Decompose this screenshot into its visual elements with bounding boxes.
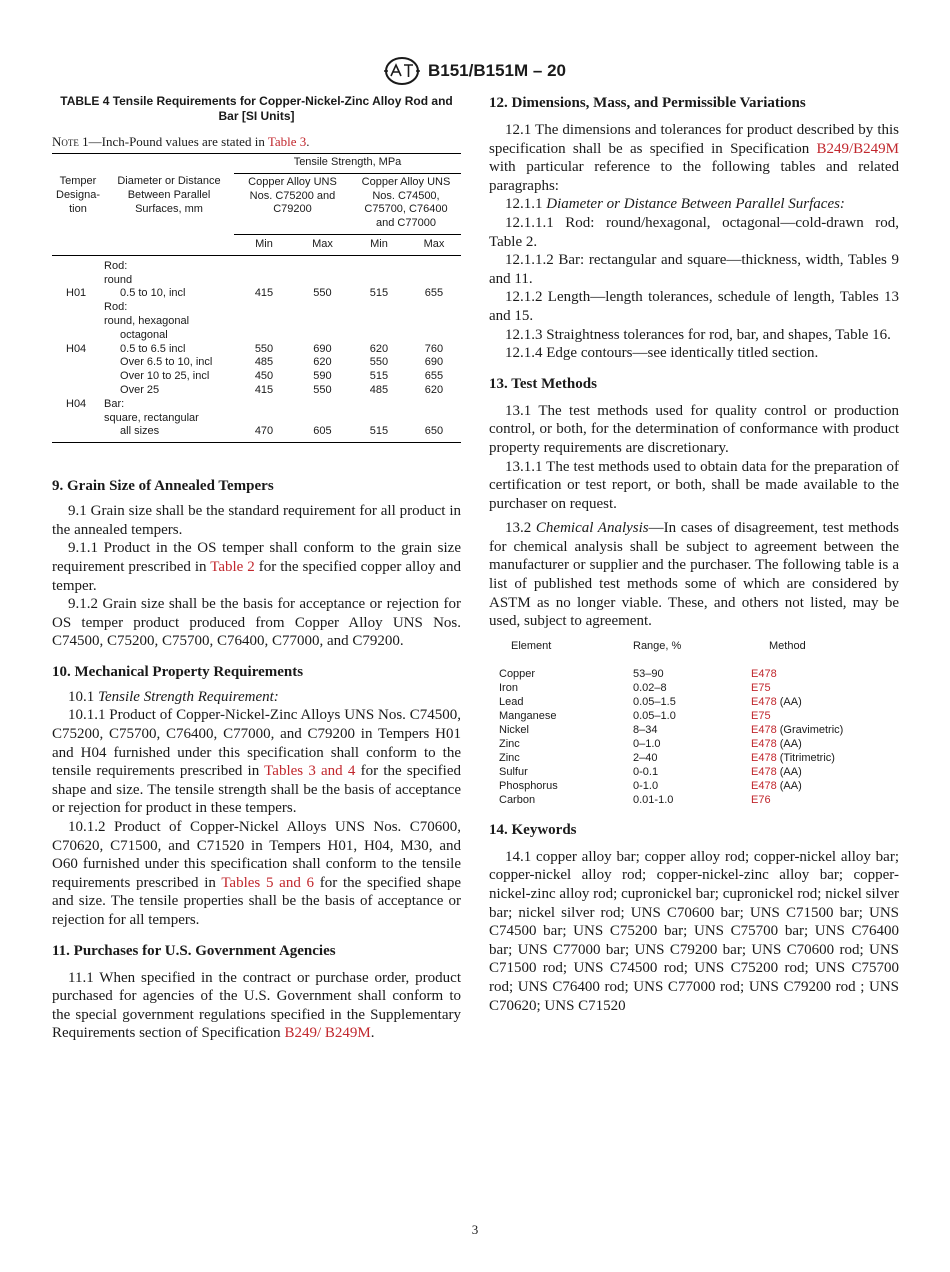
tensile-value-cell <box>294 398 351 412</box>
tensile-value-cell <box>351 412 407 426</box>
method-cell <box>751 723 891 737</box>
table4 <box>52 154 461 443</box>
paragraph-13-1-1: 13.1.1 The test methods used to obtain data for the preparation of certification or test report, or both, shall be made available to the purchaser on request. <box>489 458 899 512</box>
col-min: Min <box>234 234 294 255</box>
tensile-value-cell: 760 <box>424 342 444 355</box>
method-link[interactable]: E75 <box>751 681 771 694</box>
paragraph-12-1-2: 12.1.2 Length—length tolerances, schedule of length, Tables 13 and 15. <box>489 289 899 324</box>
chem-col-range: Range, % <box>633 639 682 652</box>
method-cell <box>751 667 891 681</box>
page-number: 3 <box>471 1222 479 1237</box>
method-link[interactable]: E478 <box>751 737 777 750</box>
tensile-value-cell: 655 <box>424 370 444 383</box>
table4-row <box>52 398 461 412</box>
method-cell <box>751 793 891 807</box>
tensile-value-cell: 690 <box>424 356 444 369</box>
chem-row <box>499 681 891 695</box>
tensile-value-cell <box>234 255 294 273</box>
col-alloy-group-1: Copper Alloy UNS Nos. C75200 and C79200 <box>234 173 351 234</box>
diameter-cell: round, hexagonal <box>104 314 190 327</box>
range-cell: 0-1.0 <box>633 779 659 792</box>
chem-row <box>499 737 891 751</box>
diameter-cell: Bar: <box>104 397 125 410</box>
temper-cell <box>52 412 104 426</box>
diameter-cell: 0.5 to 10, incl <box>120 287 186 300</box>
diameter-cell: round <box>104 273 133 286</box>
method-suffix: (AA) <box>776 695 802 708</box>
paragraph-12-1: 12.1 The dimensions and tolerances for product described by this specification shall be as specified in Specification B249/B249M with particular reference to the following tables and related paragraphs: <box>489 122 899 194</box>
col-max: Max <box>407 234 461 255</box>
table4-row <box>52 329 461 343</box>
tensile-value-cell <box>407 315 461 329</box>
diameter-cell: all sizes <box>104 425 234 442</box>
range-cell: 53–90 <box>633 667 664 680</box>
chem-row <box>499 751 891 765</box>
paragraph-12-1-1-1: 12.1.1.1 Rod: round/hexagonal, octagonal—cold-drawn rod, Table 2. <box>489 214 899 250</box>
range-cell: 2–40 <box>633 751 658 764</box>
method-link[interactable]: E478 <box>751 751 777 764</box>
col-temper: Temper Designa- tion <box>52 173 104 255</box>
tensile-value-cell <box>351 274 407 288</box>
tensile-value-cell <box>234 329 294 343</box>
temper-cell <box>52 329 104 343</box>
section-10-heading: 10. Mechanical Property Requirements <box>52 663 304 680</box>
chemical-table-body <box>499 667 891 807</box>
tensile-value-cell: 550 <box>313 287 332 300</box>
table4-title: TABLE 4 Tensile Requirements for Copper-Nickel-Zinc Alloy Rod and Bar [SI Units] <box>60 94 453 123</box>
range-cell: 0.02–8 <box>633 681 667 694</box>
method-suffix: (Gravimetric) <box>776 723 844 736</box>
paragraph-13-2: 13.2 Chemical Analysis—In cases of disagreement, test methods for chemical analysis shall be subject to agreement between the manufacturer or supplier and the purchaser. The following table is a list of published test methods some of which are considered by ASTM as no longer viable. These, and others not listed, may be used, subject to agreement. <box>489 520 900 630</box>
tensile-value-cell: 620 <box>313 356 332 369</box>
section-14-heading: 14. Keywords <box>489 821 577 838</box>
tensile-value-cell <box>234 398 294 412</box>
method-link[interactable]: E478 <box>751 695 777 708</box>
diameter-cell: square, rectangular <box>104 411 199 424</box>
chem-row <box>499 765 891 779</box>
method-cell <box>751 779 891 793</box>
temper-cell <box>52 315 104 329</box>
method-cell <box>751 765 891 779</box>
range-cell: 0-0.1 <box>633 765 659 778</box>
temper-cell <box>52 384 104 398</box>
tensile-value-cell <box>351 398 407 412</box>
paragraph-10-1: 10.1 Tensile Strength Requirement: <box>68 688 279 705</box>
tensile-value-cell: 620 <box>424 383 444 396</box>
tensile-value-cell: 515 <box>369 370 389 383</box>
paragraph-9-1-2: 9.1.2 Grain size shall be the basis for acceptance or rejection for OS temper product produced from Copper Alloy UNS Nos. C74500, C75200, C75700, C76400, C77000, and C79200. <box>52 596 461 650</box>
tensile-value-cell <box>234 274 294 288</box>
diameter-cell: Over 10 to 25, incl <box>120 370 210 383</box>
method-suffix: (AA) <box>776 765 802 778</box>
element-cell: Nickel <box>499 723 529 736</box>
method-cell <box>751 709 891 723</box>
tensile-value-cell: 655 <box>424 287 444 300</box>
tensile-value-cell <box>294 255 351 273</box>
tensile-value-cell: 515 <box>351 425 407 442</box>
diameter-cell: Over 6.5 to 10, incl <box>120 356 213 369</box>
tensile-value-cell <box>407 301 461 315</box>
table3-link[interactable]: Table 3 <box>267 134 307 149</box>
tensile-value-cell <box>351 315 407 329</box>
element-cell: Lead <box>499 695 524 708</box>
tensile-value-cell <box>351 329 407 343</box>
temper-cell <box>52 301 104 315</box>
tables-3-and-4-link[interactable]: Tables 3 and 4 <box>264 763 356 780</box>
tensile-value-cell <box>294 315 351 329</box>
diameter-cell: octagonal <box>120 328 168 341</box>
tensile-value-cell <box>294 412 351 426</box>
diameter-cell: Rod: <box>104 301 128 314</box>
method-link[interactable]: E75 <box>751 709 771 722</box>
temper-cell: H01 <box>66 287 87 300</box>
range-cell: 0–1.0 <box>633 737 661 750</box>
page-header <box>0 56 950 86</box>
tensile-value-cell: 650 <box>407 425 461 442</box>
tensile-value-cell <box>407 412 461 426</box>
element-cell: Zinc <box>499 737 520 750</box>
tensile-value-cell: 515 <box>369 287 389 300</box>
paragraph-12-1-1-2: 12.1.1.2 Bar: rectangular and square—thickness, width, Tables 9 and 11. <box>489 252 899 287</box>
element-cell: Phosphorus <box>499 779 558 792</box>
chem-row <box>499 793 891 807</box>
table2-link[interactable]: Table 2 <box>210 558 255 575</box>
tensile-value-cell <box>294 274 351 288</box>
tensile-value-cell: 485 <box>369 383 389 396</box>
right-column <box>489 94 899 1015</box>
table4-row <box>52 287 461 301</box>
table4-row <box>52 301 461 315</box>
tensile-value-cell <box>234 301 294 315</box>
method-cell <box>751 751 891 765</box>
section-11-heading: 11. Purchases for U.S. Government Agencies <box>52 942 336 959</box>
method-link[interactable]: E478 <box>751 765 777 778</box>
paragraph-10-1-1: 10.1.1 Product of Copper-Nickel-Zinc Alloys UNS Nos. C74500, C75200, C75700, C76400, C77000, and C79200 in Tempers H01 and H04 furnished under this specification shall conform to the tensile requirements prescribed in Tables 3 and 4 for the specified shape and size. The tensile strength shall be the basis of acceptance or rejection for product in these tempers. <box>52 707 461 817</box>
table4-row <box>52 356 461 370</box>
tensile-value-cell: 605 <box>294 425 351 442</box>
range-cell: 0.05–1.5 <box>633 695 676 708</box>
method-cell <box>751 681 891 695</box>
tensile-value-cell <box>407 255 461 273</box>
tensile-value-cell <box>234 315 294 329</box>
range-cell: 0.05–1.0 <box>633 709 676 722</box>
table4-row <box>52 425 461 442</box>
tensile-value-cell: 470 <box>234 425 294 442</box>
tables-5-and-6-link[interactable]: Tables 5 and 6 <box>221 874 315 891</box>
tensile-value-cell <box>407 274 461 288</box>
tensile-value-cell: 485 <box>254 356 274 369</box>
tensile-group-header: Tensile Strength, MPa <box>234 154 461 173</box>
chem-row <box>499 779 891 793</box>
tensile-value-cell: 620 <box>369 342 389 355</box>
table4-row <box>52 370 461 384</box>
paragraph-14-1: 14.1 copper alloy bar; copper alloy rod; copper-nickel alloy bar; copper-nickel alloy rod; copper-nickel-zinc alloy bar; copper-nickel-zinc alloy rod; cupronickel bar; cupronickel rod; nickel silver bar; nickel silver rod; UNS C70600 bar; UNS C71500 bar; UNS C74500 bar; UNS C75200 bar; UNS C75700 bar; UNS C76400 bar; UNS C77000 bar; UNS C79200 bar; UNS C70600 rod; UNS C71500 rod; UNS C74500 rod; UNS C75200 rod; UNS C75700 rod; UNS C76400 rod; UNS C77000 rod; UNS C79200 rod ; UNS C70620; UNS C71520 <box>489 848 899 1014</box>
tensile-value-cell: 415 <box>254 383 274 396</box>
temper-cell <box>52 425 104 442</box>
b249-b249m-link[interactable]: B249/B249M <box>816 140 899 157</box>
col-diameter: Diameter or Distance Between Parallel Surfaces, mm <box>104 173 234 255</box>
table4-body <box>52 255 461 442</box>
b249-link[interactable]: B249/ B249M <box>284 1025 371 1042</box>
section-12-heading: 12. Dimensions, Mass, and Permissible Variations <box>489 95 806 111</box>
paragraph-9-1-1: 9.1.1 Product in the OS temper shall conform to the grain size requirement prescribed in Table 2 for the specified copper alloy and temper. <box>52 540 461 594</box>
method-suffix: (AA) <box>776 737 802 750</box>
temper-cell: H04 <box>66 397 87 410</box>
element-cell: Sulfur <box>499 765 528 778</box>
section-13-heading: 13. Test Methods <box>489 375 597 392</box>
table4-row <box>52 315 461 329</box>
paragraph-11-1: 11.1 When specified in the contract or purchase order, product purchased for agencies of the U.S. Government shall conform to the special government regulations specified in the Supplementary Requirements section of Specification B249/ B249M. <box>52 969 461 1042</box>
method-suffix: (Titrimetric) <box>776 751 835 764</box>
astm-logo-icon <box>384 56 420 86</box>
chem-row <box>499 695 891 709</box>
tensile-value-cell: 550 <box>254 342 274 355</box>
tensile-value-cell: 690 <box>313 342 332 355</box>
chem-col-method: Method <box>769 639 806 652</box>
col-max: Max <box>294 234 351 255</box>
element-cell: Iron <box>499 681 518 694</box>
diameter-cell: Over 25 <box>120 383 160 396</box>
col-alloy-group-2: Copper Alloy UNS Nos. C74500, C75700, C76400 and C77000 <box>351 173 461 234</box>
left-column <box>52 94 461 1043</box>
table4-row <box>52 343 461 357</box>
tensile-value-cell <box>294 329 351 343</box>
method-link[interactable]: E478 <box>751 667 777 680</box>
paragraph-10-1-2: 10.1.2 Product of Copper-Nickel Alloys UNS Nos. C70600, C70620, C71500, and C71520 in Tempers H01, H04, M30, and O60 furnished under this specification shall conform to the tensile requirements prescribed in Tables 5 and 6 for the specified shape and size. The tensile properties shall be the basis of acceptance or rejection for all tempers. <box>52 819 462 929</box>
tensile-value-cell: 415 <box>254 287 274 300</box>
temper-cell <box>52 356 104 370</box>
col-min: Min <box>351 234 407 255</box>
element-cell: Carbon <box>499 793 536 806</box>
section-9-heading: 9. Grain Size of Annealed Tempers <box>52 478 274 495</box>
chem-row <box>499 667 891 681</box>
paragraph-12-1-3: 12.1.3 Straightness tolerances for rod, bar, and shapes, Table 16. <box>505 326 891 343</box>
paragraph-12-1-1: 12.1.1 Diameter or Distance Between Parallel Surfaces: <box>505 196 845 213</box>
temper-cell <box>52 255 104 273</box>
temper-cell <box>52 370 104 384</box>
tensile-value-cell <box>407 329 461 343</box>
tensile-value-cell <box>351 301 407 315</box>
paragraph-12-1-4: 12.1.4 Edge contours—see identically titled section. <box>505 345 819 362</box>
tensile-value-cell <box>294 301 351 315</box>
method-link[interactable]: E76 <box>751 793 771 806</box>
document-id: B151/B151M – 20 <box>428 61 566 80</box>
table4-row <box>52 255 461 273</box>
tensile-value-cell: 450 <box>254 370 274 383</box>
chem-col-element: Element <box>511 639 552 652</box>
diameter-cell: 0.5 to 6.5 incl <box>120 342 186 355</box>
diameter-cell: Rod: <box>104 259 128 272</box>
table4-row <box>52 412 461 426</box>
temper-cell: H04 <box>66 342 87 355</box>
method-cell <box>751 737 891 751</box>
method-cell <box>751 695 891 709</box>
chem-row <box>499 709 891 723</box>
tensile-value-cell: 550 <box>313 383 332 396</box>
tensile-value-cell <box>234 412 294 426</box>
paragraph-13-1: 13.1 The test methods used for quality control or production control, or both, for the determination of conformance with product property requirements are discretionary. <box>489 402 899 456</box>
tensile-value-cell <box>407 398 461 412</box>
tensile-value-cell <box>351 255 407 273</box>
paragraph-9-1: 9.1 Grain size shall be the standard requirement for all product in the annealed tempers. <box>52 503 461 538</box>
tensile-value-cell: 550 <box>369 356 389 369</box>
method-suffix: (AA) <box>776 779 802 792</box>
element-cell: Manganese <box>499 709 557 722</box>
method-link[interactable]: E478 <box>751 779 777 792</box>
temper-cell <box>52 274 104 288</box>
tensile-value-cell: 590 <box>313 370 332 383</box>
element-cell: Copper <box>499 667 536 680</box>
chem-row <box>499 723 891 737</box>
chemical-analysis-table <box>499 639 891 807</box>
range-cell: 0.01-1.0 <box>633 793 674 806</box>
element-cell: Zinc <box>499 751 520 764</box>
table4-row <box>52 274 461 288</box>
range-cell: 8–34 <box>633 723 658 736</box>
table4-row <box>52 384 461 398</box>
table4-note: Note 1—Inch-Pound values are stated in Table 3. <box>52 134 461 154</box>
method-link[interactable]: E478 <box>751 723 777 736</box>
